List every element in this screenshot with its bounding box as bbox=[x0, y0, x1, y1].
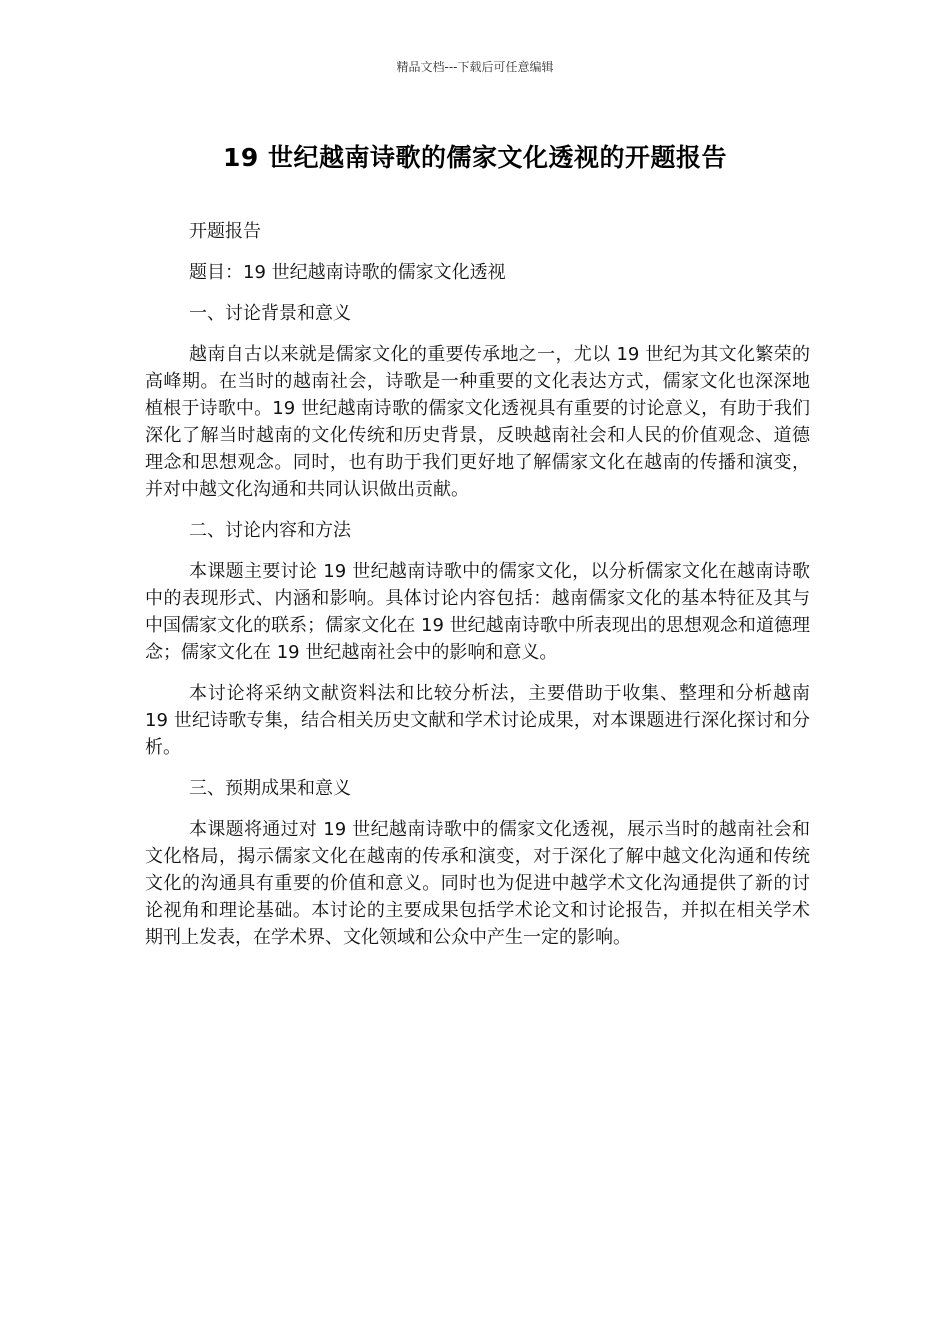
document-title: 19 世纪越南诗歌的儒家文化透视的开题报告 bbox=[223, 143, 727, 172]
paragraph-label: 开题报告 bbox=[189, 221, 261, 242]
paragraph-topic: 题目：19 世纪越南诗歌的儒家文化透视 bbox=[189, 262, 506, 283]
document-body bbox=[145, 218, 810, 965]
paragraph-content: 本课题主要讨论 19 世纪越南诗歌中的儒家文化，以分析儒家文化在越南诗歌中的表现形式、内涵和影响。具体讨论内容包括：越南儒家文化的基本特征及其与中国儒家文化的联系；儒家文化在 19 世纪越南诗歌中所表现出的思想观念和道德理念；儒家文化在 19 世纪越南社会中的影响和意义。 bbox=[145, 561, 810, 663]
page-header: 精品文档---下载后可任意编辑 bbox=[396, 60, 554, 74]
section-heading-2: 二、讨论内容和方法 bbox=[189, 520, 351, 541]
section-heading-3: 三、预期成果和意义 bbox=[189, 778, 351, 799]
paragraph-method: 本讨论将采纳文献资料法和比较分析法，主要借助于收集、整理和分析越南 19 世纪诗歌专集，结合相关历史文献和学术讨论成果，对本课题进行深化探讨和分析。 bbox=[145, 683, 810, 758]
paragraph-outcomes: 本课题将通过对 19 世纪越南诗歌中的儒家文化透视，展示当时的越南社会和文化格局，揭示儒家文化在越南的传承和演变，对于深化了解中越文化沟通和传统文化的沟通具有重要的价值和意义。同时也为促进中越学术文化沟通提供了新的讨论视角和理论基础。本讨论的主要成果包括学术论文和讨论报告，并拟在相关学术期刊上发表，在学术界、文化领域和公众中产生一定的影响。 bbox=[145, 819, 810, 948]
section-heading-1: 一、讨论背景和意义 bbox=[189, 303, 351, 324]
paragraph-background: 越南自古以来就是儒家文化的重要传承地之一，尤以 19 世纪为其文化繁荣的高峰期。在当时的越南社会，诗歌是一种重要的文化表达方式，儒家文化也深深地植根于诗歌中。19 世纪越南诗歌的儒家文化透视具有重要的讨论意义，有助于我们深化了解当时越南的文化传统和历史背景，反映越南社会和人民的价值观念、道德理念和思想观念。同时，也有助于我们更好地了解儒家文化在越南的传播和演变，并对中越文化沟通和共同认识做出贡献。 bbox=[145, 344, 810, 500]
